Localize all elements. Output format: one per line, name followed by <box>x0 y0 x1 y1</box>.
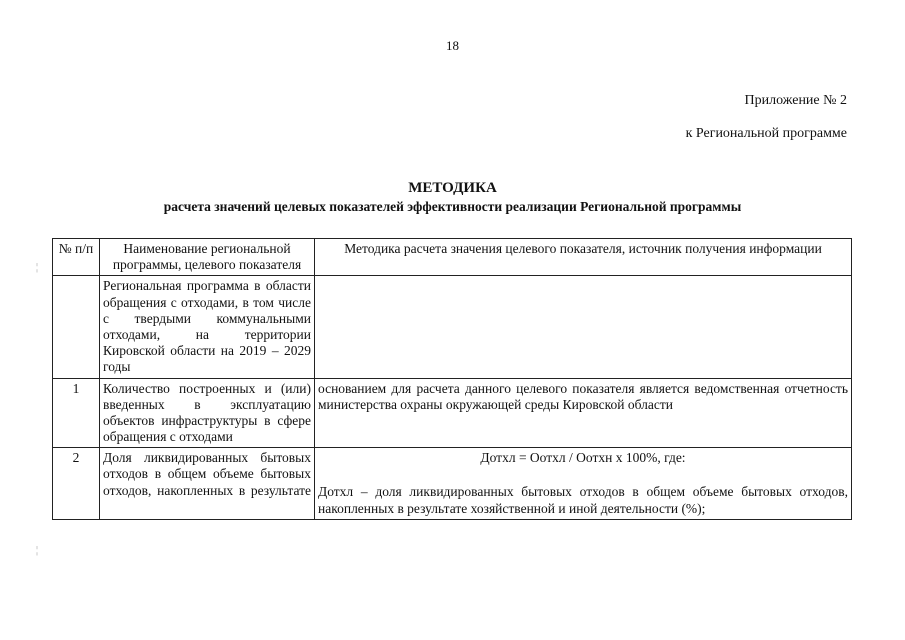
header-indicator-name: Наименование региональной программы, целевого показателя <box>100 239 315 276</box>
row-indicator-name-cell <box>100 448 315 520</box>
scan-mark: ¦ <box>36 545 39 556</box>
formula: Дотхл = Оотхл / Оотхн х 100%, где: <box>480 450 686 466</box>
page-number: 18 <box>446 38 459 53</box>
document-title: МЕТОДИКА <box>408 180 497 196</box>
table-header-row <box>53 239 852 276</box>
table-row <box>53 276 852 378</box>
methodology-table <box>52 238 852 520</box>
row-methodology <box>315 276 852 378</box>
appendix-program-ref: к Региональной программе <box>685 126 847 141</box>
row-methodology-cell <box>315 448 852 520</box>
row-indicator-name: Региональная программа в области обращения с отходами, в том числе с твердыми коммунальными отходами, на территории Кировской области на 2019 – 2029 годы <box>100 276 315 378</box>
row-indicator-name: Доля ликвидированных бытовых отходов в общем объеме бытовых отходов, накопленных в результате <box>103 450 311 498</box>
table-row <box>53 448 852 520</box>
row-indicator-name: Количество построенных и (или) введенных в эксплуатацию объектов инфраструктуры в сфере обращения с отходами <box>100 378 315 448</box>
row-number: 1 <box>53 378 100 448</box>
scan-mark: ¦ <box>36 262 39 273</box>
row-number: 2 <box>53 448 100 520</box>
document-subtitle: расчета значений целевых показателей эффективности реализации Региональной программы <box>163 199 742 214</box>
appendix-label: Приложение № 2 <box>744 93 847 108</box>
row-methodology: основанием для расчета данного целевого показателя является ведомственная отчетность министерства охраны окружающей среды Кировской области <box>315 378 852 448</box>
table-row <box>53 378 852 448</box>
header-methodology: Методика расчета значения целевого показателя, источник получения информации <box>315 239 852 276</box>
row-methodology: Дотхл – доля ликвидированных бытовых отходов в общем объеме бытовых отходов, накопленных в результате хозяйственной и иной деятельности (%); <box>318 484 848 516</box>
row-number <box>53 276 100 378</box>
header-number: № п/п <box>53 239 100 276</box>
